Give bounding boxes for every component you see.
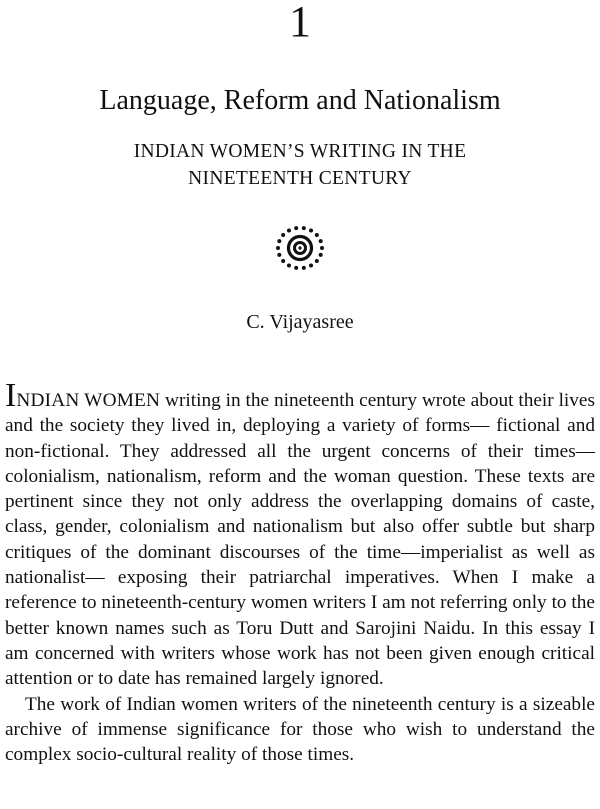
ornament-dot [309, 228, 313, 232]
paragraph-1-text: writing in the nineteenth century wrote about their lives and the society they lived in, deploying a variety of forms— fictional and non-fictional. They addressed all the urgent concerns of their times—colonialism, nationalism, reform and the woman question. These texts are pertinent since they not only address the overlapping domains of caste, class, gender, colonialism and nationalism but also offer subtle but sharp critiques of the dominant discourses of the time—imperialist as well as nationalist— exposing their patriarchal imperatives. When I make a reference to nineteenth-century women writers I am not referring only to the better known names such as Toru Dutt and Sarojini Naidu. In this essay I am concerned with writers whose work has not been given enough critical attention or to date has remained largely ignored. [5, 390, 595, 690]
ornament-dot [320, 246, 324, 250]
ornament-dot [287, 228, 291, 232]
ornament-dot [281, 233, 285, 237]
ornament-dot [319, 253, 323, 257]
ornament-dot [294, 266, 298, 270]
ornament-dot [276, 246, 280, 250]
ornament-dot [319, 239, 323, 243]
paragraph-2: The work of Indian women writers of the nineteenth century is a sizeable archive of immense significance for those who wish to understand the complex socio-cultural reality of those times. [5, 693, 595, 766]
ornament-dot [294, 226, 298, 230]
ornament-dot [277, 239, 281, 243]
ornament-dot [302, 226, 306, 230]
author-name: C. Vijayasree [246, 311, 354, 333]
ornament-dot [315, 259, 319, 263]
chapter-subtitle: INDIAN WOMEN’S WRITING IN THE NINETEENTH CENTURY [133, 141, 467, 189]
ornament-dot [281, 259, 285, 263]
ornament-dot [287, 264, 291, 268]
ornament-dot [302, 266, 306, 270]
chapter-body [5, 377, 595, 767]
paragraph-1 [5, 377, 595, 692]
ornament-dot [277, 253, 281, 257]
chapter-title: Language, Reform and Nationalism [99, 85, 501, 116]
drop-initial: I [5, 377, 17, 414]
chapter-number: 1 [289, 0, 311, 46]
lead-in-smallcaps: NDIAN WOMEN [16, 390, 161, 411]
ornament-dot [315, 233, 319, 237]
ornament-dot [309, 264, 313, 268]
concentric-dotted-circle-ornament-icon [266, 220, 334, 276]
